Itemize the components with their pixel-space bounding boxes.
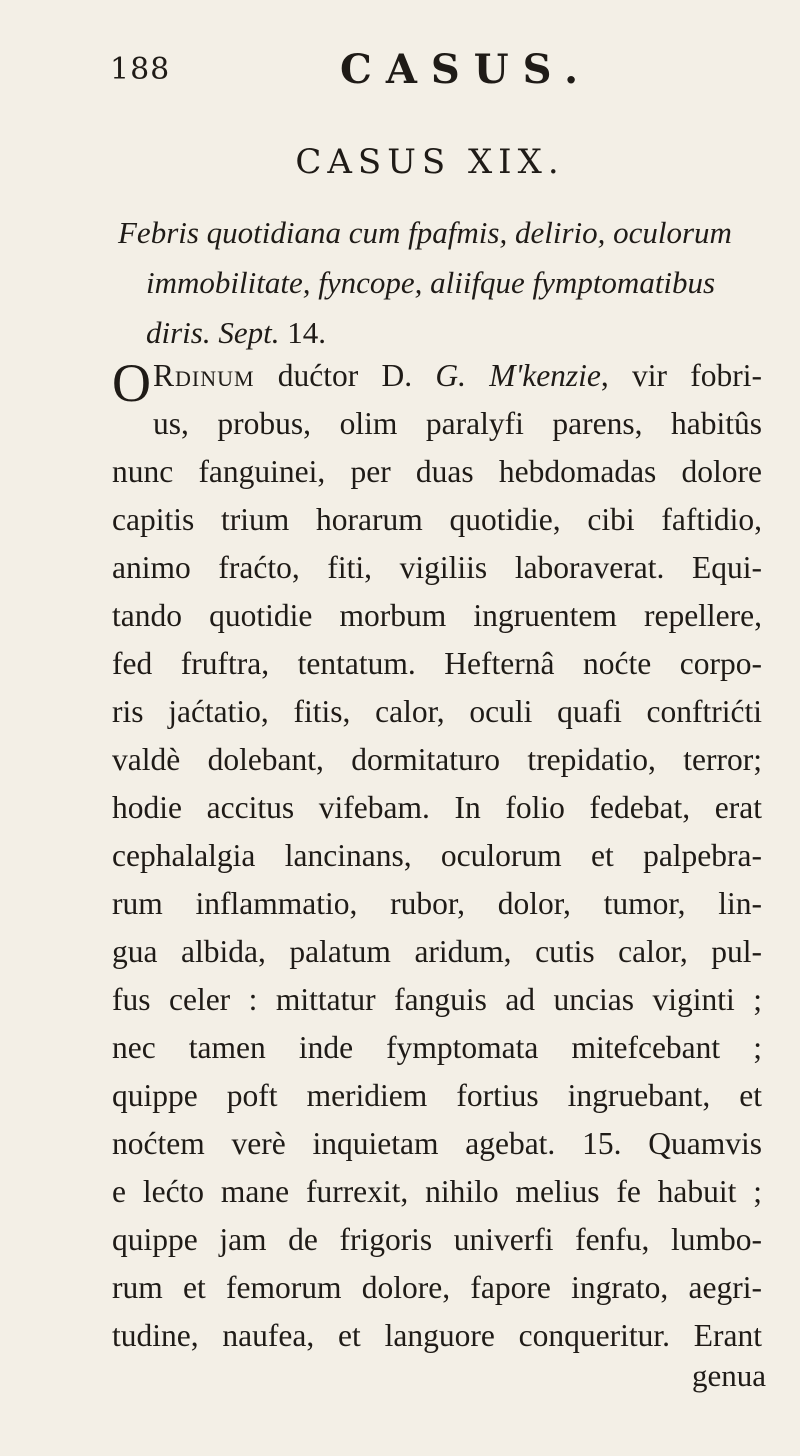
body-line-11: cephalalgia lancinans, oculorum et palpebra- <box>112 838 762 873</box>
body-line-21: tudine, naufea, et languore conqueritur. Erant <box>112 1318 762 1353</box>
body-line-1-a: dućtor D. <box>254 358 436 393</box>
physician-name: G. M'kenzie <box>435 358 601 393</box>
case-body <box>112 352 762 1360</box>
catchword: genua <box>692 1358 767 1393</box>
body-line-19: quippe jam de frigoris univerfi fenfu, lumbo- <box>112 1222 762 1257</box>
body-line-2: us, probus, olim paralyfi parens, habitûs <box>153 406 762 441</box>
body-line-9: valdè dolebant, dormitaturo trepidatio, terror; <box>112 742 762 777</box>
case-heading: CASUS XIX. <box>295 142 565 182</box>
body-line-1-smallcaps: Rdinum <box>153 358 255 393</box>
body-line-1 <box>112 352 762 400</box>
body-line-14: fus celer : mittatur fanguis ad uncias viginti ; <box>112 982 762 1017</box>
body-line-20: rum et femorum dolore, fapore ingrato, aegri- <box>112 1270 762 1305</box>
body-line-1-b: , vir fobri- <box>600 358 762 393</box>
body-line-18: e lećto mane furrexit, nihilo melius fe habuit ; <box>112 1174 762 1209</box>
body-line-15: nec tamen inde fymptomata mitefcebant ; <box>112 1030 762 1065</box>
case-subtitle <box>118 208 748 358</box>
body-line-10: hodie accitus vifebam. In folio fedebat, erat <box>112 790 762 825</box>
running-title: CASUS. <box>340 46 593 93</box>
body-line-6: tando quotidie morbum ingruentem repellere, <box>112 598 762 633</box>
subtitle-line-3 <box>118 308 748 358</box>
page-number: 188 <box>110 52 171 87</box>
drop-cap: O <box>112 353 151 413</box>
body-line-17: noćtem verè inquietam agebat. 15. Quamvis <box>112 1126 762 1161</box>
body-line-8: ris jaćtatio, fitis, calor, oculi quafi conftrićti <box>112 694 762 729</box>
body-line-3: nunc fanguinei, per duas hebdomadas dolore <box>112 454 762 489</box>
body-line-12: rum inflammatio, rubor, dolor, tumor, lin- <box>112 886 762 921</box>
subtitle-line-1: Febris quotidiana cum fpafmis, delirio, oculorum <box>118 215 732 250</box>
body-line-7: fed fruftra, tentatum. Hefternâ noćte corpo- <box>112 646 762 681</box>
subtitle-line-2: immobilitate, fyncope, aliifque fymptomatibus <box>146 265 716 300</box>
subtitle-date: 14. <box>279 315 326 350</box>
body-line-13: gua albida, palatum aridum, cutis calor, pul- <box>112 934 762 969</box>
subtitle-line-3-text: diris. Sept. <box>146 315 280 350</box>
body-line-4: capitis trium horarum quotidie, cibi faftidio, <box>112 502 762 537</box>
running-head <box>0 46 800 96</box>
body-line-16: quippe poft meridiem fortius ingruebant, et <box>112 1078 762 1113</box>
body-line-5: animo fraćto, fiti, vigiliis laboraverat. Equi- <box>112 550 762 585</box>
